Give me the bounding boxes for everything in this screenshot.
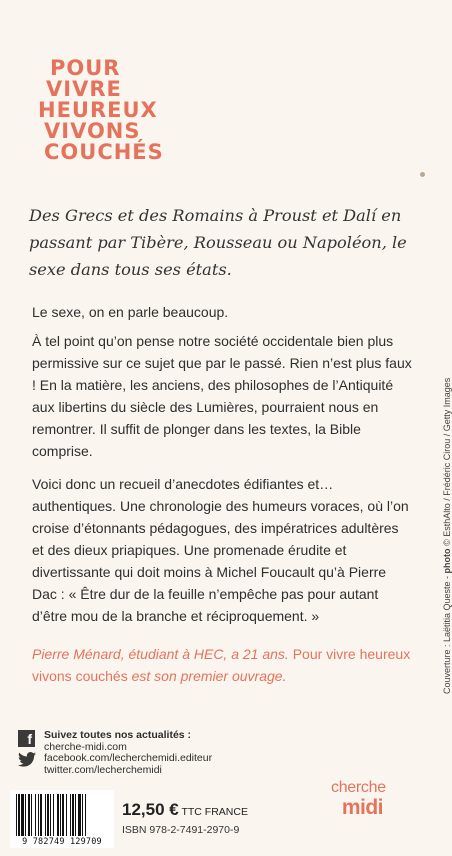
logo-line: cherche bbox=[331, 779, 386, 796]
blurb-paragraph: À tel point qu’on pense notre société occidentale bien plus permissive sur ce sujet que par le passé. Rien n’est plus faux ! En la matière, les anciens, des philosophes de l’Antiquité aux libertins du siècle des Lumières, pourraient nous en remontrer. Il suffit de plonger dans les textes, la Bible comprise. bbox=[32, 333, 412, 459]
price-suffix: TTC FRANCE bbox=[178, 806, 248, 818]
barcode-bar bbox=[31, 794, 32, 836]
facebook-link[interactable]: facebook.com/lecherchemidi.editeur bbox=[44, 752, 213, 764]
twitter-icon bbox=[18, 752, 38, 768]
twitter-link[interactable]: twitter.com/lecherchemidi bbox=[44, 763, 162, 776]
price-amount: 12,50 € bbox=[122, 800, 179, 819]
barcode-bar bbox=[18, 794, 20, 836]
social-links bbox=[44, 730, 304, 776]
social-heading: Suivez toutes nos actualités : bbox=[44, 729, 192, 741]
barcode-bar bbox=[78, 794, 81, 836]
barcode-bar bbox=[40, 794, 42, 836]
title-line: VIVONS bbox=[44, 119, 141, 143]
barcode bbox=[10, 790, 114, 848]
title-line: COUCHÉS bbox=[44, 140, 164, 164]
author-note bbox=[32, 643, 412, 687]
blurb-paragraph: Le sexe, on en parle beaucoup. bbox=[32, 304, 229, 320]
barcode-bar bbox=[38, 794, 39, 836]
publisher-logo bbox=[331, 779, 386, 819]
barcode-bar bbox=[21, 794, 24, 836]
barcode-bar bbox=[75, 794, 76, 836]
isbn: ISBN 978-2-7491-2970-9 bbox=[122, 824, 240, 836]
barcode-bar bbox=[25, 794, 26, 836]
barcode-bar bbox=[53, 794, 54, 836]
author-book-title: Pour vivre heureux vivons couchés bbox=[32, 646, 411, 684]
blurb-paragraph: Voici donc un recueil d’anecdotes édifiantes et… authentiques. Une chronologie des humeurs voraces, où l’on croise d’étonnants pédagogues, des impératrices adultères et des dieux priapiques. Une promenade érudite et divertissante qui doit moins à Michel Foucault qu’à Pierre Dac : « Être dur de la feuille n’empêche pas pour autant d’être mou de la branche et réciproquement. » bbox=[32, 476, 409, 624]
barcode-bar bbox=[85, 794, 86, 836]
title-line: POUR bbox=[50, 56, 121, 80]
title-line: HEUREUX bbox=[38, 98, 158, 122]
barcode-bars bbox=[14, 794, 110, 836]
blurb bbox=[32, 301, 412, 638]
barcode-bar bbox=[66, 794, 67, 836]
barcode-bar bbox=[82, 794, 83, 836]
logo-line: midi bbox=[341, 796, 383, 819]
title-line: VIVRE bbox=[46, 77, 122, 101]
barcode-bar bbox=[45, 794, 46, 836]
facebook-icon: f bbox=[18, 730, 35, 747]
barcode-bar bbox=[72, 794, 74, 836]
book-title bbox=[38, 58, 164, 163]
barcode-digits: 9 782749 129709 bbox=[22, 837, 102, 847]
barcode-bar bbox=[28, 794, 30, 836]
barcode-bar bbox=[60, 794, 61, 836]
barcode-bar bbox=[16, 794, 17, 836]
barcode-bar bbox=[57, 794, 59, 836]
barcode-bar bbox=[50, 794, 51, 836]
barcode-bar bbox=[47, 794, 49, 836]
decorative-dot bbox=[420, 172, 425, 177]
barcode-bar bbox=[35, 794, 36, 836]
barcode-bar bbox=[70, 794, 71, 836]
author-bio: Pierre Ménard, étudiant à HEC, a 21 ans. bbox=[32, 646, 289, 662]
website-link[interactable]: cherche-midi.com bbox=[44, 740, 127, 753]
barcode-bar bbox=[62, 794, 64, 836]
tagline: Des Grecs et des Romains à Proust et Dalí en passant par Tibère, Rousseau ou Napoléon, le sexe dans tous ses états. bbox=[29, 206, 407, 279]
price bbox=[122, 800, 248, 820]
cover-credit: Couverture : Laëtitia Queste - photo © EsthAlto / Frédéric Cirou / Getty Images bbox=[442, 377, 452, 694]
author-bio-end: est son premier ouvrage. bbox=[127, 668, 287, 684]
